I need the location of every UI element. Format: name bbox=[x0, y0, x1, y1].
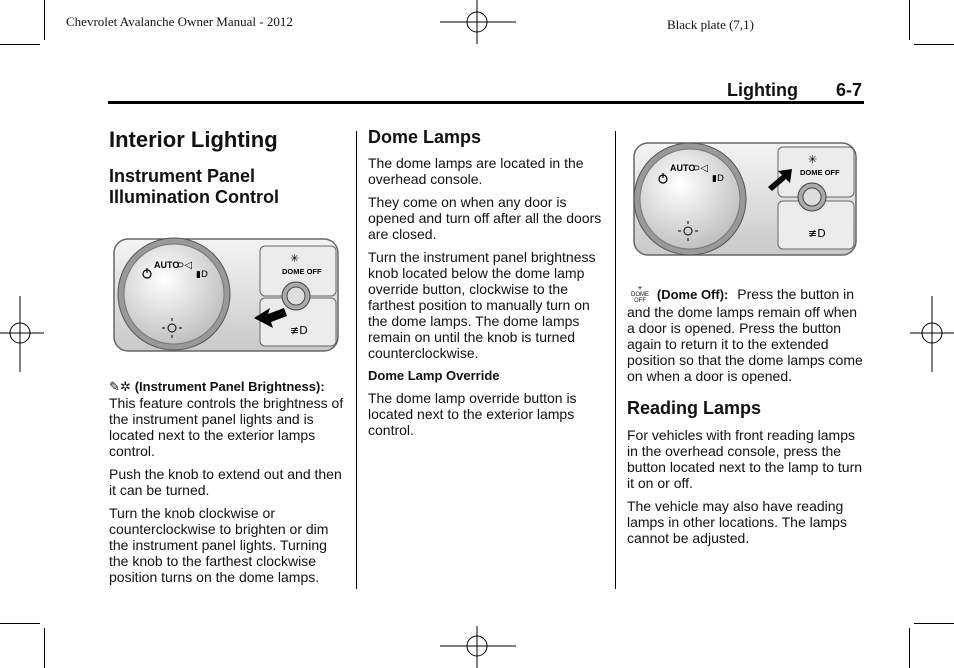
column-divider bbox=[615, 131, 616, 589]
svg-text:✳: ✳ bbox=[808, 153, 818, 166]
crop-mark bbox=[914, 44, 954, 45]
svg-text:▮D: ▮D bbox=[712, 174, 724, 184]
crop-mark bbox=[909, 628, 910, 668]
paragraph: They come on when any door is opened and turn off after all the doors are closed. bbox=[368, 194, 602, 242]
column-1 bbox=[109, 127, 345, 208]
svg-text:≢D: ≢D bbox=[808, 227, 826, 240]
paragraph: The vehicle may also have reading lamps in other locations. The lamps cannot be adjusted. bbox=[627, 498, 847, 547]
crop-mark bbox=[44, 0, 45, 40]
svg-text:✳: ✳ bbox=[290, 252, 300, 265]
registration-mark-left bbox=[0, 296, 44, 372]
section-name: Lighting bbox=[726, 80, 798, 100]
dome-off-description bbox=[627, 286, 863, 384]
running-header bbox=[727, 80, 862, 101]
crop-mark bbox=[909, 0, 910, 40]
page-number: 6-7 bbox=[835, 80, 862, 100]
registration-mark-bottom bbox=[440, 624, 516, 668]
paragraph: For vehicles with front reading lamps in the overhead console, press the button located next to the lamp to turn it on or off. bbox=[627, 427, 863, 492]
section-heading: Reading Lamps bbox=[627, 398, 762, 419]
crop-mark bbox=[0, 623, 40, 624]
illumination-control-figure bbox=[112, 236, 340, 354]
dome-off-label: DOME OFF bbox=[800, 168, 840, 177]
brightness-icon: ✎✲ bbox=[109, 379, 131, 394]
auto-label: AUTO bbox=[154, 260, 180, 270]
column-1-body bbox=[109, 378, 345, 592]
column-2 bbox=[368, 127, 604, 445]
dome-off-text: Press the button in and the dome lamps remain off when a door is opened. Press the button again to return it to the extended position so that the dome lamps come on when a door is opened. bbox=[627, 286, 863, 385]
manual-title: Chevrolet Avalanche Owner Manual - 2012 bbox=[66, 14, 293, 29]
dome-off-label: DOME OFF bbox=[282, 267, 322, 276]
subheading: Dome Lamp Override bbox=[368, 368, 500, 383]
svg-text:▮D: ▮D bbox=[196, 270, 208, 280]
paragraph: Turn the instrument panel brightness knob located below the dome lamp override button, clockwise to the farthest position to manually turn on the dome lamps. The dome lamps remain on until the knob is turned counterclockwise. bbox=[368, 249, 596, 361]
column-divider bbox=[356, 131, 357, 589]
dome-off-icon: ✳ DOME OFF bbox=[631, 286, 649, 305]
brightness-description bbox=[109, 378, 345, 459]
auto-label: AUTO bbox=[670, 163, 696, 173]
svg-text:⊃◁: ⊃◁ bbox=[692, 163, 709, 174]
crop-mark bbox=[914, 623, 954, 624]
svg-text:⊃◁: ⊃◁ bbox=[176, 260, 193, 271]
dome-off-term: (Dome Off): bbox=[656, 287, 729, 302]
registration-mark-top bbox=[440, 0, 516, 46]
header-rule bbox=[108, 101, 864, 104]
registration-mark-right bbox=[910, 296, 954, 372]
svg-text:≢D: ≢D bbox=[290, 324, 308, 337]
paragraph: The dome lamps are located in the overhead console. bbox=[368, 155, 584, 187]
dome-off-figure bbox=[632, 141, 858, 257]
paragraph: The dome lamp override button is located next to the exterior lamps control. bbox=[368, 390, 577, 438]
brightness-text: This feature controls the brightness of the instrument panel lights and is located next to the exterior lamps control. bbox=[109, 395, 344, 459]
section-heading: Dome Lamps bbox=[368, 127, 482, 147]
paragraph: Turn the knob clockwise or counterclockwise to brighten or dim the instrument panel lights. Turning the knob to the farthest clockwise position turns on the dome lamps. bbox=[109, 505, 329, 585]
crop-mark bbox=[0, 44, 40, 45]
plate-label: Black plate (7,1) bbox=[667, 17, 754, 32]
brightness-term: (Instrument Panel Brightness): bbox=[134, 379, 325, 394]
page-title: Interior Lighting bbox=[109, 127, 278, 152]
crop-mark bbox=[44, 628, 45, 668]
section-heading: Instrument Panel Illumination Control bbox=[109, 166, 279, 207]
paragraph: Push the knob to extend out and then it can be turned. bbox=[109, 466, 342, 498]
column-3 bbox=[627, 286, 863, 553]
